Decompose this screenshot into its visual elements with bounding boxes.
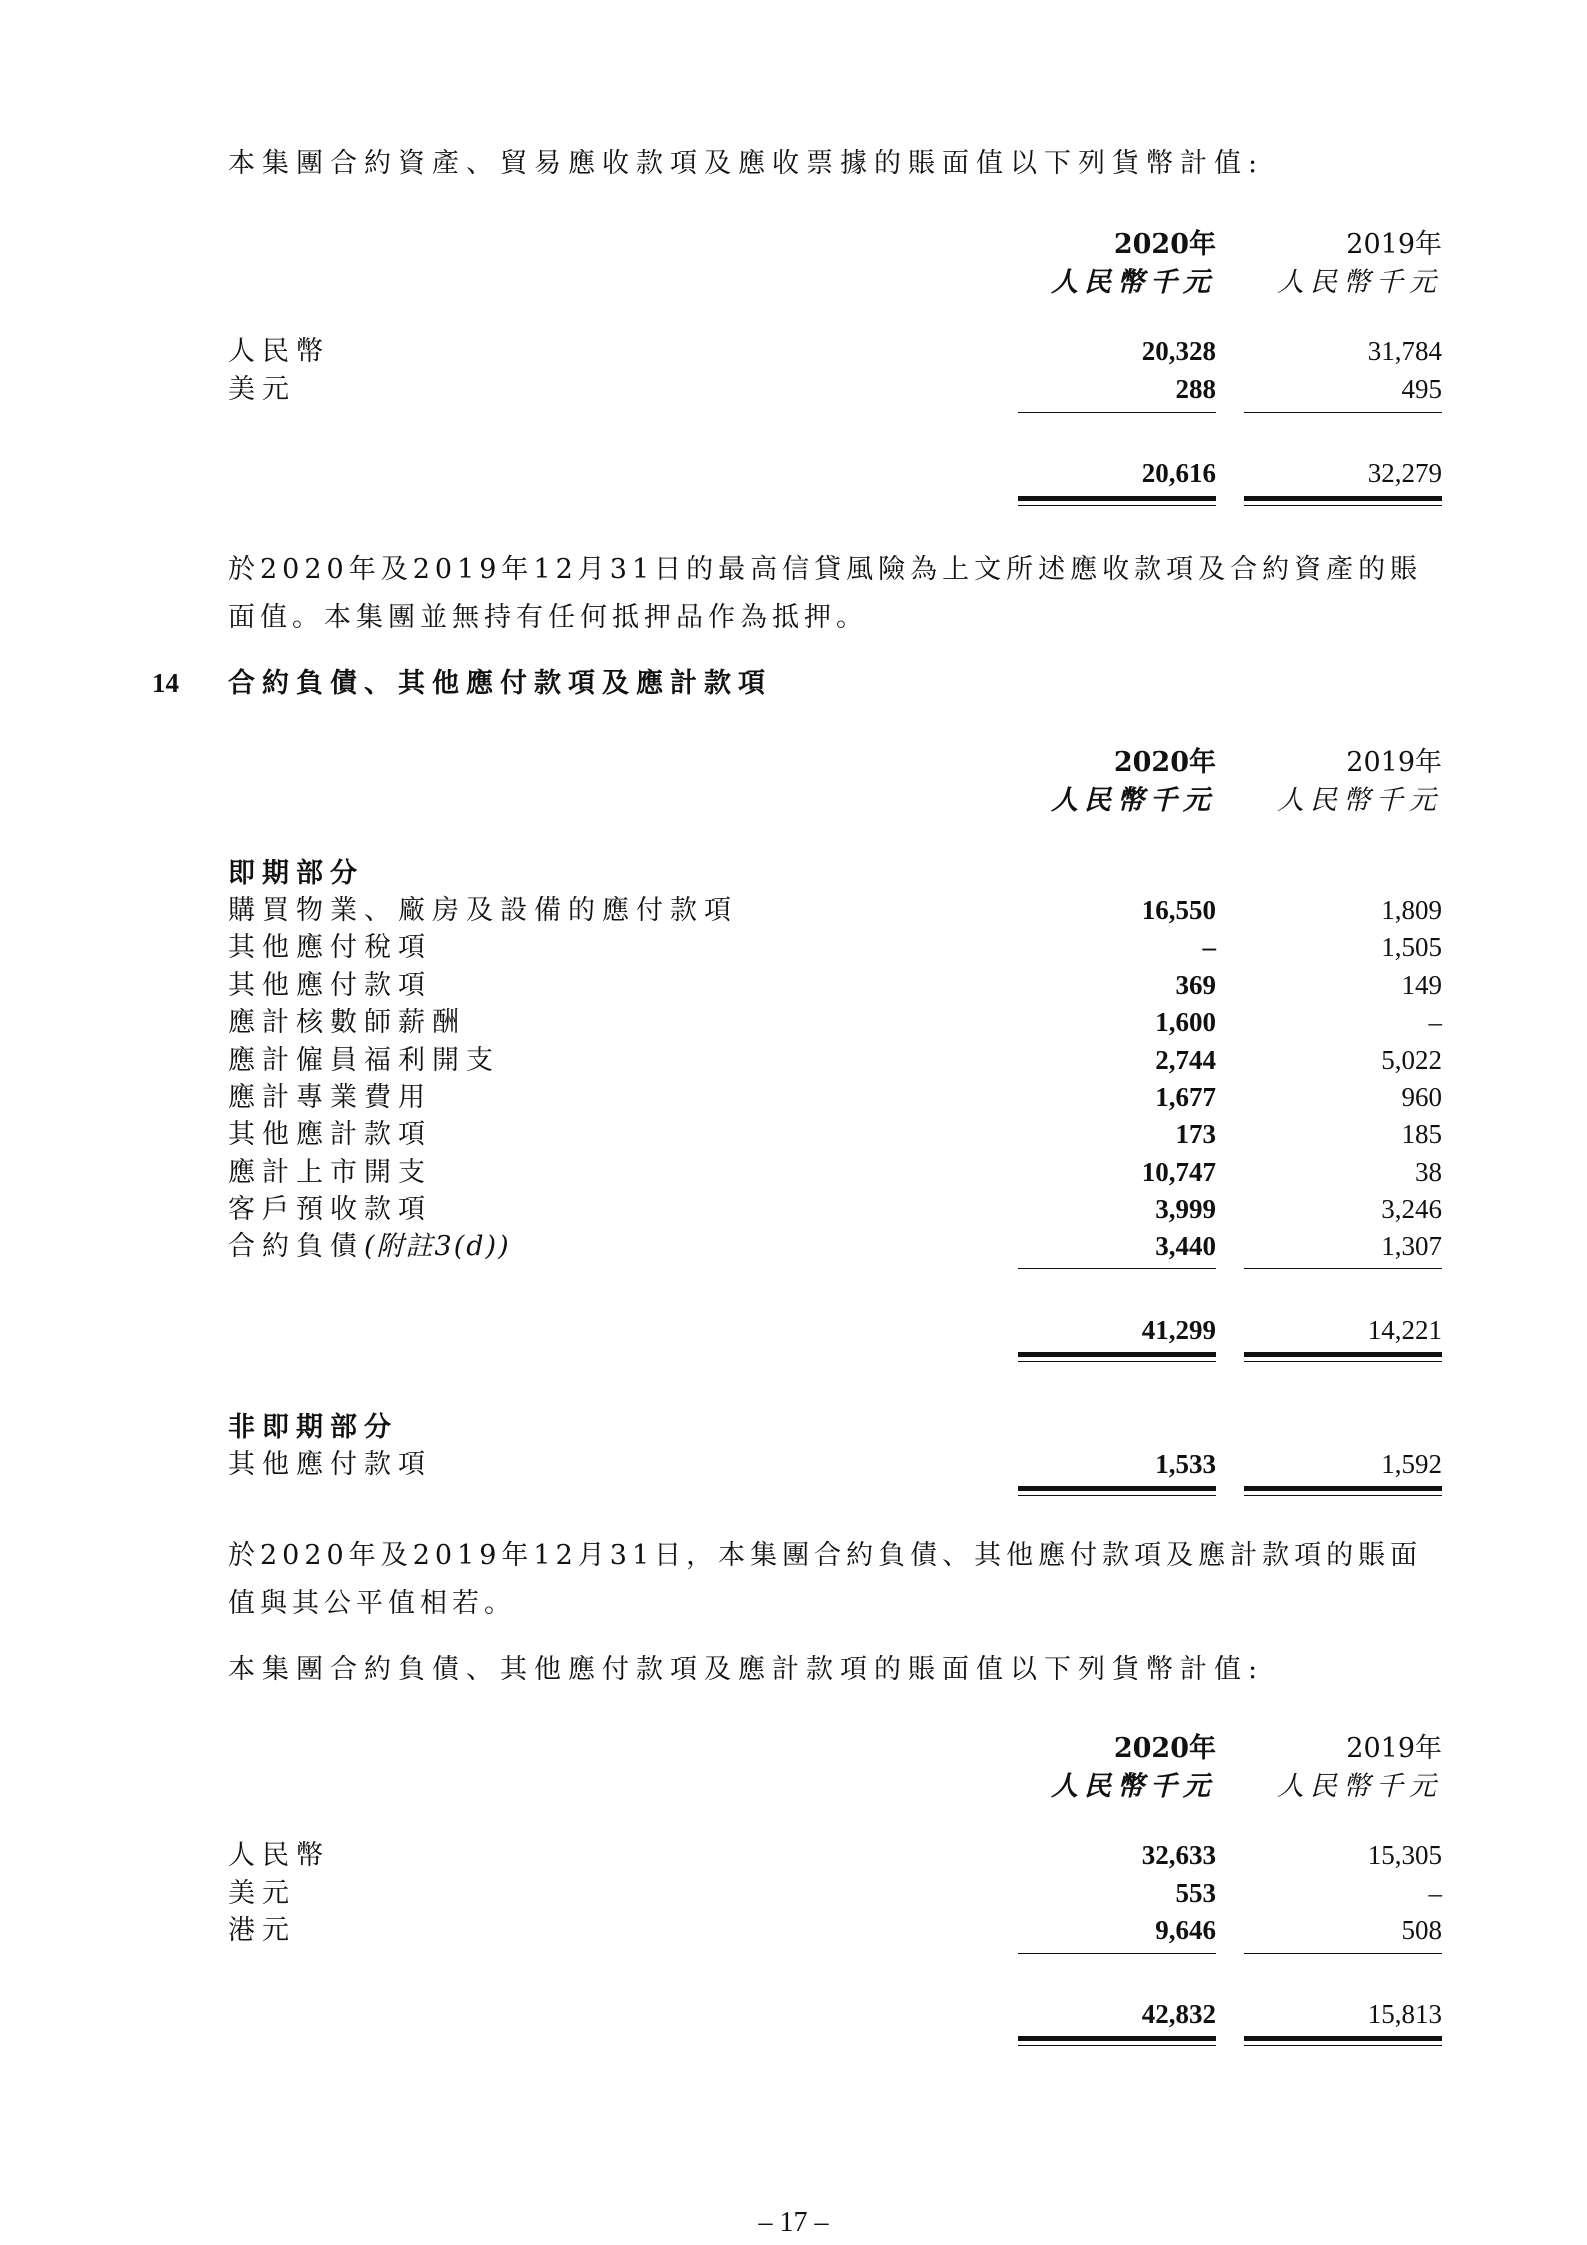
- intro-currency-assets: 本集團合約資產、貿易應收款項及應收票據的賬面值以下列貨幣計值:: [228, 148, 1265, 179]
- total-double-rule: [1018, 496, 1216, 501]
- total-double-rule: [1244, 1495, 1442, 1496]
- subtotal-rule: [1018, 1953, 1216, 1954]
- table-row-label: 應計核數師薪酬: [228, 1007, 466, 1038]
- noncurrent-portion-heading: 非即期部分: [228, 1412, 398, 1443]
- table-row-label: 應計僱員福利開支: [228, 1045, 500, 1076]
- table-row-label: 人民幣: [228, 1840, 330, 1871]
- table-cell-2019: 15,305: [1367, 1840, 1442, 1870]
- table-cell-2020: 288: [1175, 374, 1216, 404]
- table-cell-2019: 1,809: [1381, 895, 1442, 925]
- total-double-rule: [1018, 1361, 1216, 1362]
- header-unit-2020: 人民幣千元: [1051, 785, 1216, 816]
- total-double-rule: [1018, 2045, 1216, 2046]
- table-row-label: 美元: [228, 1878, 296, 1909]
- table-cell-2019: 5,022: [1381, 1045, 1442, 1075]
- subtotal-rule: [1244, 1268, 1442, 1269]
- table-row-label: 人民幣: [228, 336, 330, 367]
- table-cell-2019: 1,307: [1381, 1231, 1442, 1261]
- table-row-label: 其他應付款項: [228, 970, 432, 1001]
- table-row-label: [228, 1229, 511, 1265]
- table-row-label: 應計專業費用: [228, 1082, 432, 1113]
- header-unit-2019: 人民幣千元: [1277, 1771, 1442, 1802]
- table-cell-2020: 553: [1175, 1878, 1216, 1908]
- total-2020: 42,832: [1141, 1999, 1216, 2029]
- table-cell-2019: 508: [1401, 1915, 1442, 1945]
- table-row-label: 應計上市開支: [228, 1157, 432, 1188]
- table-cell-2020: 3,999: [1155, 1194, 1216, 1224]
- noncurrent-2020: 1,533: [1155, 1449, 1216, 1479]
- subtotal-rule: [1244, 1953, 1442, 1954]
- total-2019: 14,221: [1367, 1315, 1442, 1345]
- header-unit-2019: 人民幣千元: [1277, 785, 1442, 816]
- table-cell-2020: 9,646: [1155, 1915, 1216, 1945]
- table-cell-2020: 1,600: [1155, 1007, 1216, 1037]
- table-cell-2019: 3,246: [1381, 1194, 1442, 1224]
- table-cell-2019: –: [1428, 1878, 1442, 1908]
- header-year-2019: 2019年: [1346, 229, 1442, 260]
- total-2019: 15,813: [1367, 1999, 1442, 2029]
- intro-currency-liabilities: 本集團合約負債、其他應付款項及應計款項的賬面值以下列貨幣計值:: [228, 1654, 1265, 1685]
- total-double-rule: [1018, 1352, 1216, 1357]
- table-cell-2019: 31,784: [1367, 336, 1442, 366]
- header-year-2019: 2019年: [1346, 747, 1442, 778]
- table-cell-2020: 2,744: [1155, 1045, 1216, 1075]
- table-cell-2020: 20,328: [1141, 336, 1216, 366]
- header-year-2020: 2020年: [1113, 747, 1216, 778]
- header-year-2020: 2020年: [1113, 1733, 1216, 1764]
- subtotal-rule: [1018, 412, 1216, 413]
- noncurrent-2019: 1,592: [1381, 1449, 1442, 1479]
- header-unit-2020: 人民幣千元: [1051, 1771, 1216, 1802]
- total-double-rule: [1244, 1486, 1442, 1491]
- credit-risk-paragraph: 於2020年及2019年12月31日的最高信貸風險為上文所述應收款項及合約資產的賬面值。本集團並無持有任何抵押品作為抵押。: [228, 554, 1423, 633]
- table-cell-2019: 495: [1401, 374, 1442, 404]
- table-cell-2019: –: [1428, 1007, 1442, 1037]
- total-double-rule: [1244, 505, 1442, 506]
- total-double-rule: [1244, 2036, 1442, 2041]
- subtotal-rule: [1244, 412, 1442, 413]
- table-row-label: 其他應付款項: [228, 1449, 432, 1480]
- total-double-rule: [1244, 496, 1442, 501]
- header-unit-2019: 人民幣千元: [1277, 267, 1442, 298]
- total-double-rule: [1018, 505, 1216, 506]
- total-2020: 20,616: [1141, 458, 1216, 488]
- table-cell-2020: –: [1202, 932, 1216, 962]
- total-double-rule: [1018, 1486, 1216, 1491]
- header-year-2020: 2020年: [1113, 229, 1216, 260]
- total-double-rule: [1018, 1495, 1216, 1496]
- table-cell-2020: 16,550: [1141, 895, 1216, 925]
- subtotal-rule: [1018, 1268, 1216, 1269]
- header-unit-2020: 人民幣千元: [1051, 267, 1216, 298]
- section-number: 14: [152, 668, 179, 698]
- table-row-label: 美元: [228, 374, 296, 405]
- table-row-label: 其他應計款項: [228, 1119, 432, 1150]
- table-row-label: 其他應付稅項: [228, 932, 432, 963]
- total-double-rule: [1244, 1352, 1442, 1357]
- table-cell-2020: 10,747: [1141, 1157, 1216, 1187]
- table-cell-2019: 149: [1401, 970, 1442, 1000]
- table-cell-2020: 173: [1175, 1119, 1216, 1149]
- table-cell-2020: 3,440: [1155, 1231, 1216, 1261]
- header-year-2019: 2019年: [1346, 1733, 1442, 1764]
- section-title: 合約負債、其他應付款項及應計款項: [228, 668, 772, 699]
- total-double-rule: [1018, 2036, 1216, 2041]
- total-double-rule: [1244, 1361, 1442, 1362]
- total-2019: 32,279: [1367, 458, 1442, 488]
- contract-liabilities-label: 合約負債: [228, 1231, 364, 1262]
- table-row-label: 購買物業、廠房及設備的應付款項: [228, 895, 738, 926]
- note-reference: (附註3(d)): [364, 1231, 511, 1262]
- table-cell-2019: 185: [1401, 1119, 1442, 1149]
- table-cell-2020: 369: [1175, 970, 1216, 1000]
- page-number: – 17 –: [758, 2207, 829, 2238]
- table-cell-2020: 1,677: [1155, 1082, 1216, 1112]
- table-row-label: 港元: [228, 1915, 296, 1946]
- current-portion-heading: 即期部分: [228, 858, 364, 889]
- table-cell-2020: 32,633: [1141, 1840, 1216, 1870]
- total-double-rule: [1244, 2045, 1442, 2046]
- fair-value-paragraph: 於2020年及2019年12月31日，本集團合約負債、其他應付款項及應計款項的賬面值與其公平值相若。: [228, 1540, 1423, 1619]
- total-2020: 41,299: [1141, 1315, 1216, 1345]
- table-cell-2019: 960: [1401, 1082, 1442, 1112]
- table-cell-2019: 38: [1415, 1157, 1442, 1187]
- table-cell-2019: 1,505: [1381, 932, 1442, 962]
- table-row-label: 客戶預收款項: [228, 1194, 432, 1225]
